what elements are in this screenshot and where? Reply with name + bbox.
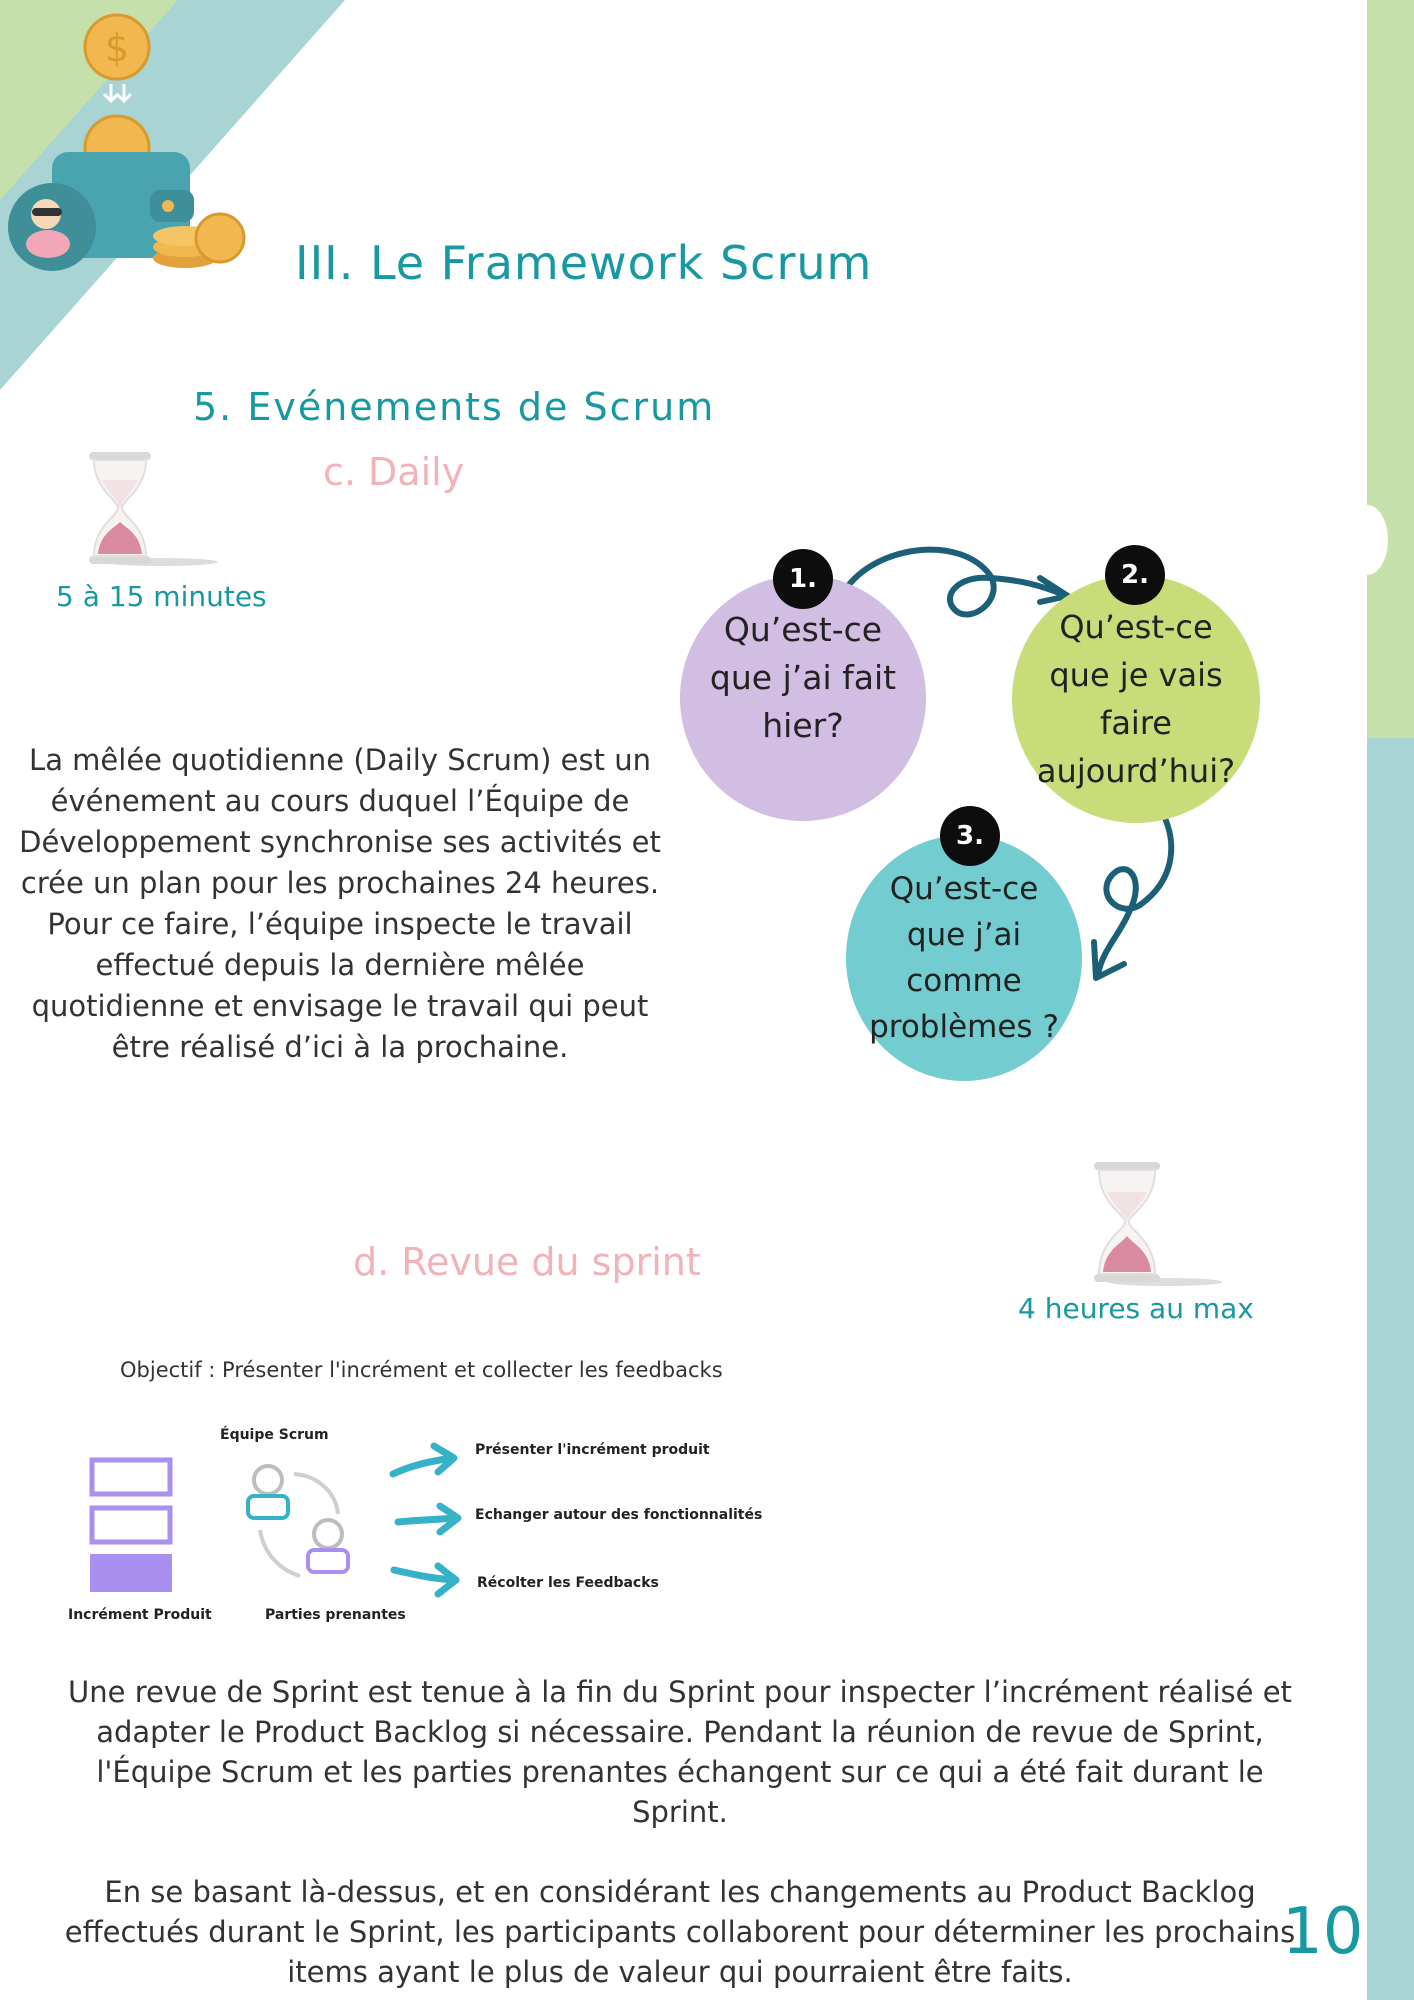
review-heading: d. Revue du sprint — [353, 1240, 701, 1284]
question-number-3: 3. — [940, 806, 1000, 866]
question-number-1: 1. — [773, 549, 833, 609]
decor-notch — [1346, 505, 1388, 575]
action-label-2: Echanger autour des fonctionnalités — [475, 1507, 763, 1523]
hourglass-icon — [80, 450, 220, 570]
corner-decoration — [0, 0, 345, 390]
arrow-icons — [393, 1446, 458, 1594]
decor-strip-teal — [1367, 738, 1414, 2000]
question-2-text: Qu’est-ce que je vais faire aujourd’hui? — [1036, 608, 1236, 790]
question-number-2: 2. — [1105, 545, 1165, 605]
svg-text:$: $ — [104, 26, 130, 70]
daily-duration: 5 à 15 minutes — [56, 580, 267, 613]
question-circle-1 — [680, 575, 926, 821]
team-label: Équipe Scrum — [220, 1427, 329, 1443]
page-title: III. Le Framework Scrum — [295, 236, 873, 290]
action-label-3: Récolter les Feedbacks — [477, 1575, 659, 1591]
action-label-1: Présenter l'incrément produit — [475, 1442, 710, 1458]
question-circle-3 — [846, 835, 1082, 1081]
hourglass-icon-2 — [1085, 1160, 1225, 1290]
decor-strip-green — [1367, 0, 1414, 738]
question-1-text: Qu’est-ce que j’ai fait hier? — [709, 610, 897, 745]
question-circle-2 — [1012, 575, 1260, 823]
review-paragraph-2: En se basant là-dessus, et en considérant les changements au Product Backlog effectués durant le Sprint, les participants collaborent pour déterminer les prochains items ayant le plus de valeur qui pourraient être faits. — [64, 1875, 1296, 1989]
diagram-objective: Objectif : Présenter l'incrément et collecter les feedbacks — [120, 1358, 723, 1382]
team-icon — [248, 1466, 348, 1576]
increment-label: Incrément Produit — [68, 1607, 212, 1623]
review-paragraph-1: Une revue de Sprint est tenue à la fin du Sprint pour inspecter l’incrément réalisé et adapter le Product Backlog si nécessaire. Pendant la réunion de revue de Sprint, l'Équipe Scrum et les parties prenantes échangent sur ce qui a été fait durant le Sprint. — [68, 1675, 1292, 1829]
review-duration: 4 heures au max — [1018, 1292, 1254, 1325]
daily-description: La mêlée quotidienne (Daily Scrum) est un événement au cours duquel l’Équipe de Développement synchronise ses activités et crée un plan pour les prochaines 24 heures. Pour ce faire, l’équipe inspecte le travail effectué depuis la dernière mêlée quotidienne et envisage le travail qui peut être réalisé d’ici à la prochaine. — [19, 743, 661, 1064]
daily-heading: c. Daily — [323, 450, 465, 494]
section-title: 5. Evénements de Scrum — [193, 385, 716, 429]
review-description — [50, 1672, 1310, 1992]
page-number: 10 — [1282, 1895, 1364, 1969]
stakeholders-label: Parties prenantes — [265, 1607, 406, 1623]
increment-icon — [90, 1460, 172, 1592]
question-3-text: Qu’est-ce que j’ai comme problèmes ? — [869, 871, 1059, 1045]
